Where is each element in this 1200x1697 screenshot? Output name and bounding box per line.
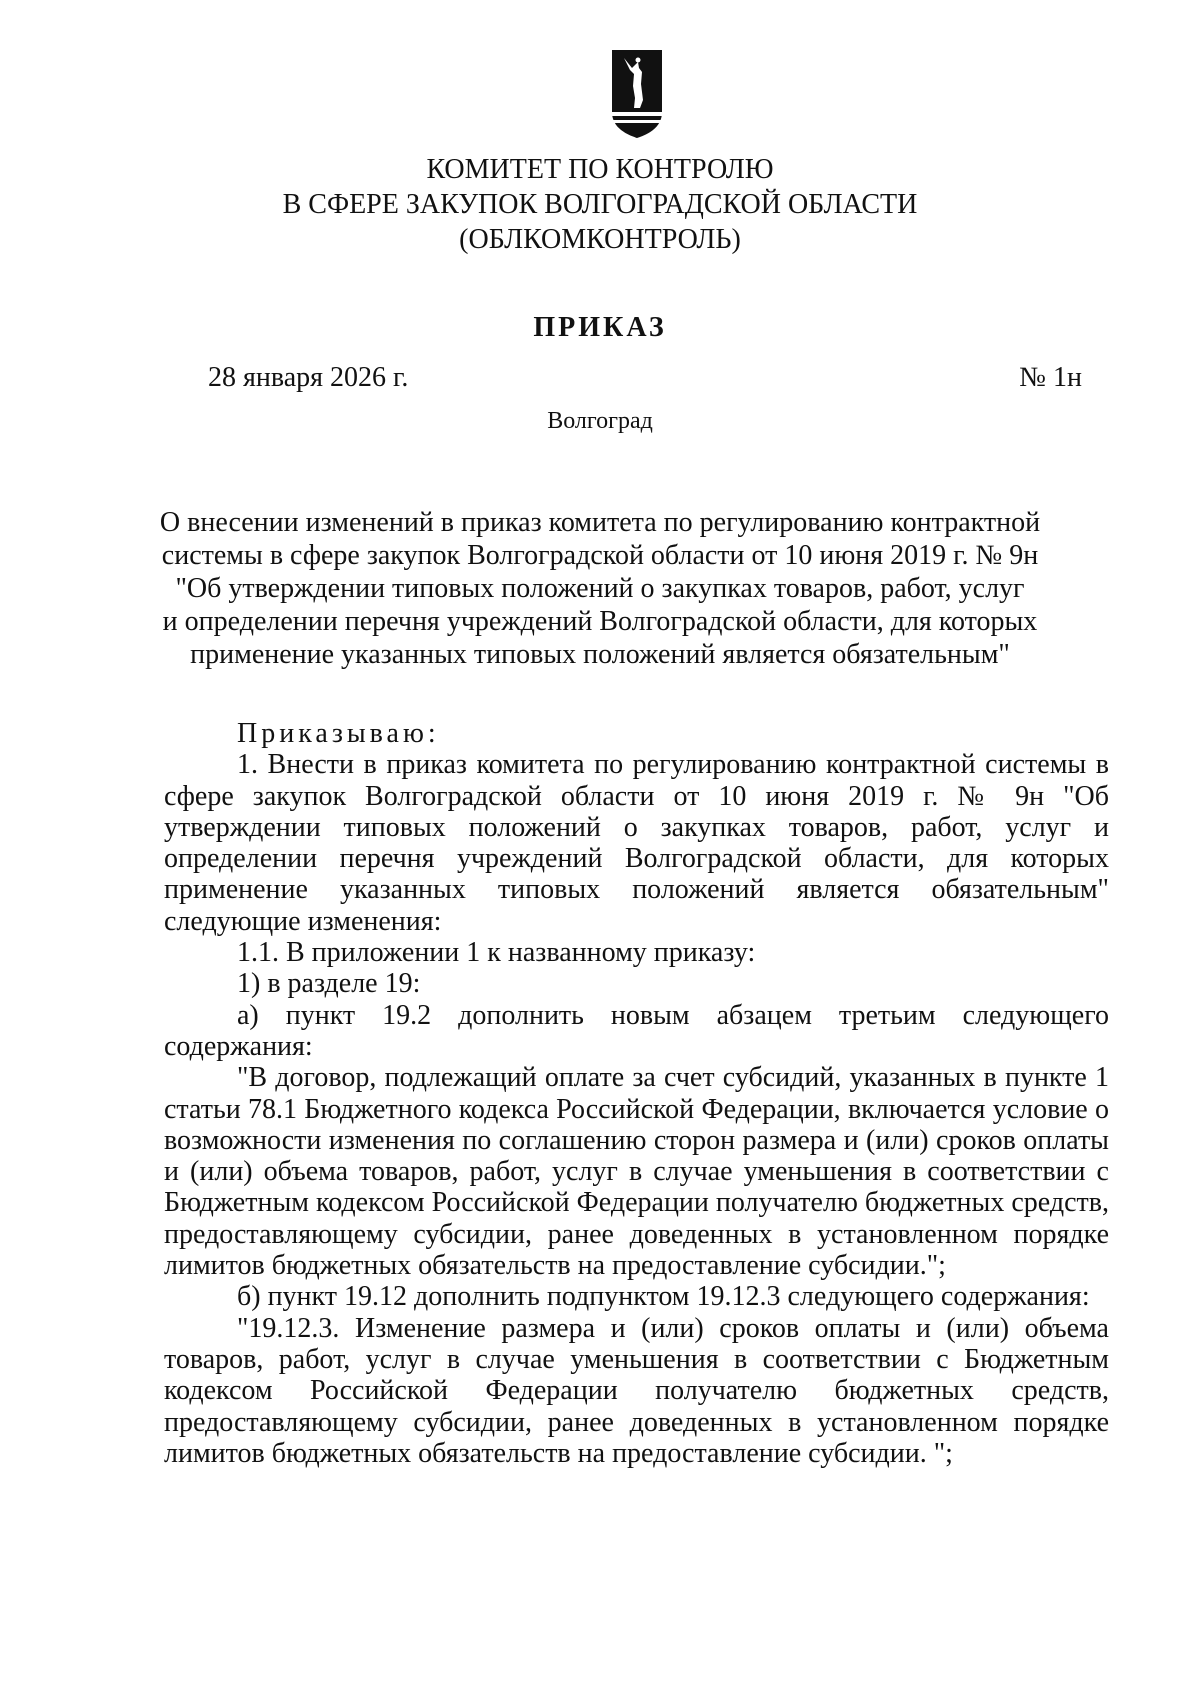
subject-line: применение указанных типовых положений является обязательным" [190,639,1010,670]
document-subject [0,506,1200,671]
subject-line: "Об утверждении типовых положений о закупках товаров, работ, услуг [175,573,1025,604]
committee-name [0,152,1200,257]
committee-line: КОМИТЕТ ПО КОНТРОЛЮ [426,154,774,185]
subject-line: и определении перечня учреждений Волгоградской области, для которых [162,606,1038,637]
paragraph: "19.12.3. Изменение размера и (или) сроков оплаты и (или) объема товаров, работ, услуг в случае уменьшения в соответствии с Бюджетным кодексом Российской Федерации получателю бюджетных средств, предоставляющему субсидии, ранее доведенных в установленном порядке лимитов бюджетных обязательств на предоставление субсидии. "; [164,1312,1109,1469]
document-body [164,718,1109,1469]
committee-line: (ОБЛКОМКОНТРОЛЬ) [459,224,741,255]
volgograd-coat-of-arms-icon [612,50,662,140]
paragraph: 1. Внести в приказ комитета по регулированию контрактной системы в сфере закупок Волгоградской области от 10 июня 2019 г. № 9н "Об утверждении типовых положений о закупках товаров, работ, услуг и определении перечня учреждений Волгоградской области, для которых применение указанных типовых положений является обязательным" следующие изменения: [164,749,1109,937]
document-type: ПРИКАЗ [533,312,667,343]
subject-line: О внесении изменений в приказ комитета по регулированию контрактной [159,507,1041,538]
paragraph: 1) в разделе 19: [237,968,421,1000]
committee-line: В СФЕРЕ ЗАКУПОК ВОЛГОГРАДСКОЙ ОБЛАСТИ [282,189,918,220]
document-number: № 1н [1019,362,1082,393]
document-date: 28 января 2026 г. [208,362,409,393]
paragraph: а) пункт 19.2 дополнить новым абзацем третьим следующего содержания: [164,999,1109,1062]
paragraph: б) пункт 19.12 дополнить подпунктом 19.12.3 следующего содержания: [237,1281,1090,1313]
subject-line: системы в сфере закупок Волгоградской области от 10 июня 2019 г. № 9н [161,540,1039,571]
order-word: Приказываю: [237,718,440,749]
document-city: Волгоград [547,408,653,434]
paragraph: 1.1. В приложении 1 к названному приказу: [237,937,756,969]
paragraph: "В договор, подлежащий оплате за счет субсидий, указанных в пункте 1 статьи 78.1 Бюджетного кодекса Российской Федерации, включается условие о возможности изменения по соглашению сторон размера и (или) сроков оплаты и (или) объема товаров, работ, услуг в случае уменьшения в соответствии с Бюджетным кодексом Российской Федерации получателю бюджетных средств, предоставляющему субсидии, ранее доведенных в установленном порядке лимитов бюджетных обязательств на предоставление субсидии."; [164,1062,1109,1282]
